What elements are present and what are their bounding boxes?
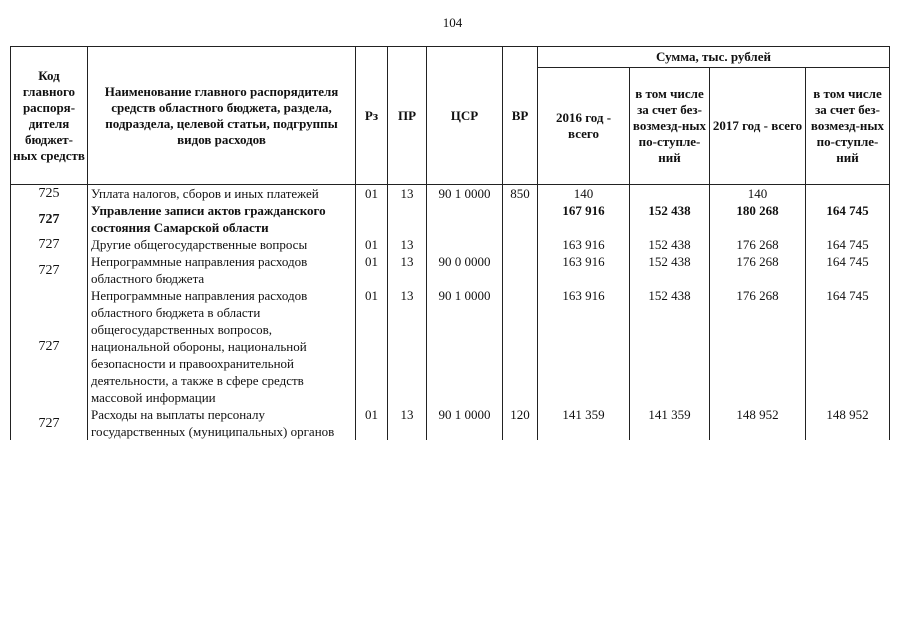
row-code: 727 [11,236,88,253]
row-2016-total: 163 916 [538,253,630,287]
row-2016-free [630,185,710,203]
row-rz [356,202,388,236]
row-2017-free: 164 745 [806,236,890,253]
row-2016-total: 141 359 [538,406,630,440]
row-2017-free: 148 952 [806,406,890,440]
row-name: Непрограммные направления расходов областного бюджета [88,253,356,287]
row-code: 727 [11,287,88,406]
header-csr: ЦСР [427,47,503,185]
header-code: Код главного распоря-дителя бюджет-ных средств [11,47,88,185]
header-2017-free: в том числе за счет без-возмезд-ных по-ступле-ний [806,68,890,185]
row-2016-free: 152 438 [630,287,710,406]
header-2016-free: в том числе за счет без-возмезд-ных по-ступле-ний [630,68,710,185]
row-csr [427,202,503,236]
table-row [11,253,890,287]
row-pr: 13 [388,185,427,203]
row-rz: 01 [356,236,388,253]
row-2016-total: 163 916 [538,236,630,253]
table-row [11,236,890,253]
row-pr: 13 [388,406,427,440]
row-2017-total: 176 268 [710,287,806,406]
row-2017-free: 164 745 [806,202,890,236]
row-vr: 850 [503,185,538,203]
row-vr [503,253,538,287]
row-code: 727 [11,253,88,287]
row-pr [388,202,427,236]
budget-table [10,46,890,440]
row-2017-total: 176 268 [710,236,806,253]
row-2017-total: 176 268 [710,253,806,287]
row-2016-free: 152 438 [630,202,710,236]
table-row [11,287,890,406]
row-pr: 13 [388,287,427,406]
header-row-top [11,47,890,68]
row-csr: 90 0 0000 [427,253,503,287]
row-name: Уплата налогов, сборов и иных платежей [88,185,356,203]
row-rz: 01 [356,406,388,440]
header-sum-group: Сумма, тыс. рублей [538,47,890,68]
row-code: 725 [11,185,88,203]
row-pr: 13 [388,236,427,253]
row-2016-total: 163 916 [538,287,630,406]
row-2017-free: 164 745 [806,287,890,406]
row-2016-free: 152 438 [630,236,710,253]
row-name: Непрограммные направления расходов областного бюджета в области общегосударственных вопросов, национальной обороны, национальной безопасности и правоохранительной деятельности, а также в сфере средств массовой информации [88,287,356,406]
row-csr: 90 1 0000 [427,185,503,203]
row-rz: 01 [356,253,388,287]
row-code: 727 [11,202,88,236]
row-vr [503,287,538,406]
row-2017-free: 164 745 [806,253,890,287]
row-csr: 90 1 0000 [427,287,503,406]
header-rz: Рз [356,47,388,185]
row-vr: 120 [503,406,538,440]
row-name: Другие общегосударственные вопросы [88,236,356,253]
header-2016-total: 2016 год - всего [538,68,630,185]
row-csr [427,236,503,253]
page-number: 104 [442,15,463,30]
row-2017-total: 180 268 [710,202,806,236]
row-vr [503,202,538,236]
row-name: Управление записи актов гражданского состояния Самарской области [88,202,356,236]
row-2016-free: 152 438 [630,253,710,287]
table-row [11,202,890,236]
row-2016-total: 140 [538,185,630,203]
row-2016-free: 141 359 [630,406,710,440]
header-pr: ПР [388,47,427,185]
row-rz: 01 [356,185,388,203]
header-name: Наименование главного распорядителя средств областного бюджета, раздела, подраздела, целевой статьи, подгруппы видов расходов [88,47,356,185]
row-vr [503,236,538,253]
row-rz: 01 [356,287,388,406]
row-2017-total: 148 952 [710,406,806,440]
header-2017-total: 2017 год - всего [710,68,806,185]
row-2017-total: 140 [710,185,806,203]
row-csr: 90 1 0000 [427,406,503,440]
row-pr: 13 [388,253,427,287]
table-row [11,406,890,440]
row-name: Расходы на выплаты персоналу государственных (муниципальных) органов [88,406,356,440]
row-2017-free [806,185,890,203]
table-row [11,185,890,203]
row-code: 727 [11,406,88,440]
header-vr: ВР [503,47,538,185]
row-2016-total: 167 916 [538,202,630,236]
